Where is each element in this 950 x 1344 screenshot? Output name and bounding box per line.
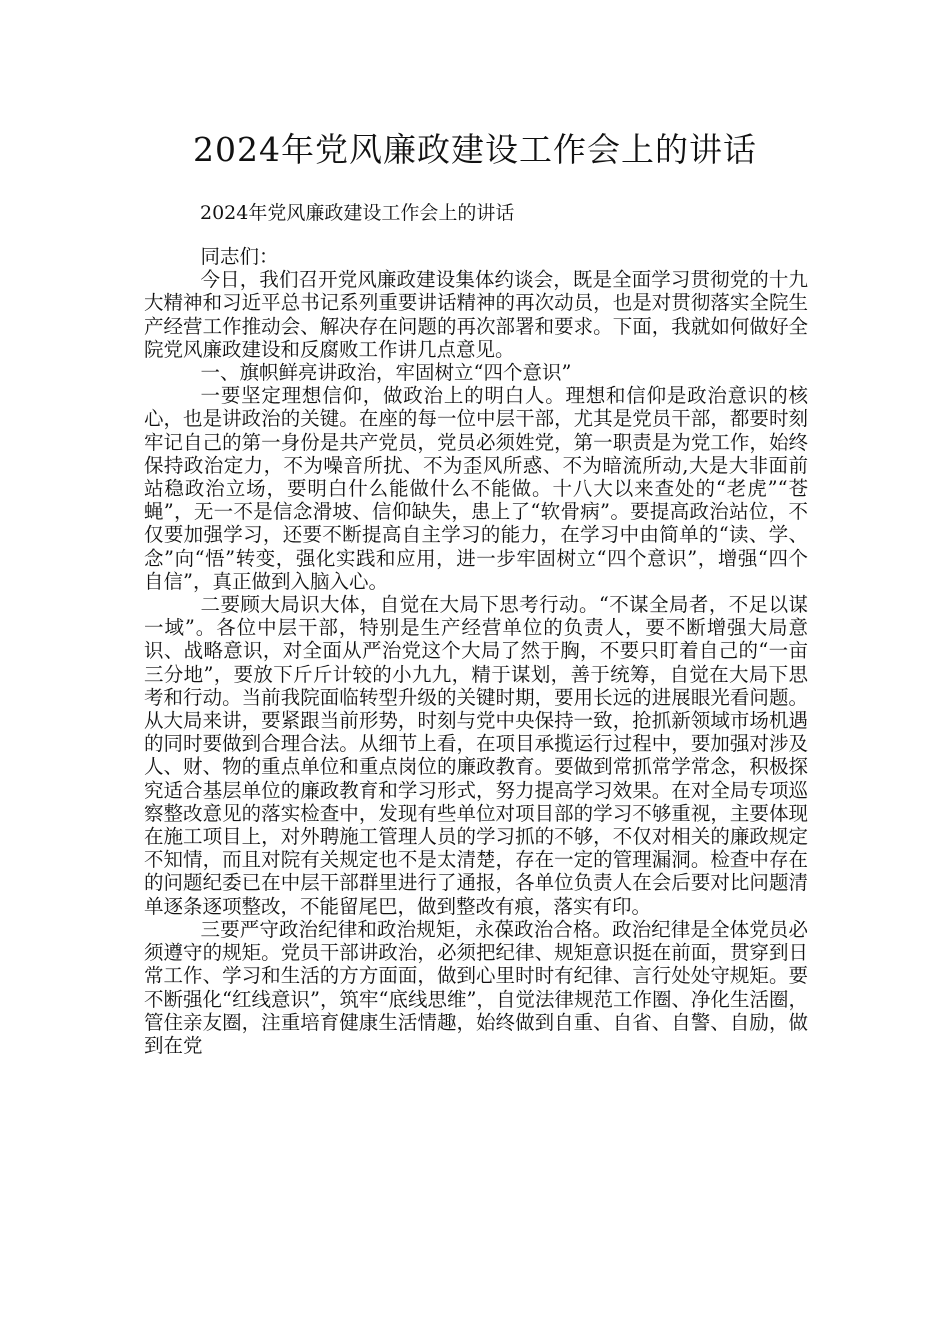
greeting: 同志们： xyxy=(200,245,279,268)
paragraph-point-3: 三要严守政治纪律和政治规矩，永葆政治合格。政治纪律是全体党员必须遵守的规矩。党员干部讲政治，必须把纪律、规矩意识挺在前面，贯穿到日常工作、学习和生活的方方面面，做到心里时时有纪律、言行处处守规矩。要不断强化“红线意识”，筑牢“底线思维”，自觉法律规范工作圈、净化生活圈，管住亲友圈，注重培育健康生活情趣，始终做到自重、自省、自警、自励，做到在党 xyxy=(144,917,808,1057)
document-title: 2024年党风廉政建设工作会上的讲话 xyxy=(193,130,757,169)
section-heading: 一、旗帜鲜亮讲政治，牢固树立“四个意识” xyxy=(200,361,572,385)
document-body xyxy=(144,245,808,1057)
paragraph-intro: 今日，我们召开党风廉政建设集体约谈会，既是全面学习贯彻党的十九大精神和习近平总书记系列重要讲话精神的再次动员，也是对贯彻落实全院生产经营工作推动会、解决存在问题的再次部署和要求。下面，我就如何做好全院党风廉政建设和反腐败工作讲几点意见。 xyxy=(144,268,808,361)
document-subtitle: 2024年党风廉政建设工作会上的讲话 xyxy=(200,202,515,224)
paragraph-point-2: 二要顾大局识大体，自觉在大局下思考行动。“不谋全局者，不足以谋一域”。各位中层干部，特别是生产经营单位的负责人，要不断增强大局意识、战略意识，对全面从严治党这个大局了然于胸，不要只盯着自己的“一亩三分地”，要放下斤斤计较的小九九，精于谋划，善于统筹，自觉在大局下思考和行动。当前我院面临转型升级的关键时期，要用长远的进展眼光看问题。从大局来讲，要紧跟当前形势，时刻与党中央保持一致，抢抓新领域市场机遇的同时要做到合理合法。从细节上看，在项目承揽运行过程中，要加强对涉及人、财、物的重点单位和重点岗位的廉政教育。要做到常抓常学常念，积极探究适合基层单位的廉政教育和学习形式，努力提高学习效果。在对全局专项巡察整改意见的落实检查中，发现有些单位对项目部的学习不够重视，主要体现在施工项目上，对外聘施工管理人员的学习抓的不够，不仅对相关的廉政规定不知情，而且对院有关规定也不是太清楚，存在一定的管理漏洞。检查中存在的问题纪委已在中层干部群里进行了通报，各单位负责人在会后要对比问题清单逐条逐项整改，不能留尾巴，做到整改有痕，落实有印。 xyxy=(144,593,808,918)
paragraph-point-1: 一要坚定理想信仰，做政治上的明白人。理想和信仰是政治意识的核心，也是讲政治的关键。在座的每一位中层干部，尤其是党员干部，都要时刻牢记自己的第一身份是共产党员，党员必须姓党，第一职责是为党工作，始终保持政治定力，不为噪音所扰、不为歪风所惑、不为暗流所动,大是大非面前站稳政治立场，要明白什么能做什么不能做。十八大以来查处的“老虎”“苍蝇”，无一不是信念滑坡、信仰缺失，患上了“软骨病”。要提高政治站位，不仅要加强学习，还要不断提高自主学习的能力，在学习中由简单的“读、学、念”向“悟”转变，强化实践和应用，进一步牢固树立“四个意识”，增强“四个自信”，真正做到入脑入心。 xyxy=(144,384,808,593)
